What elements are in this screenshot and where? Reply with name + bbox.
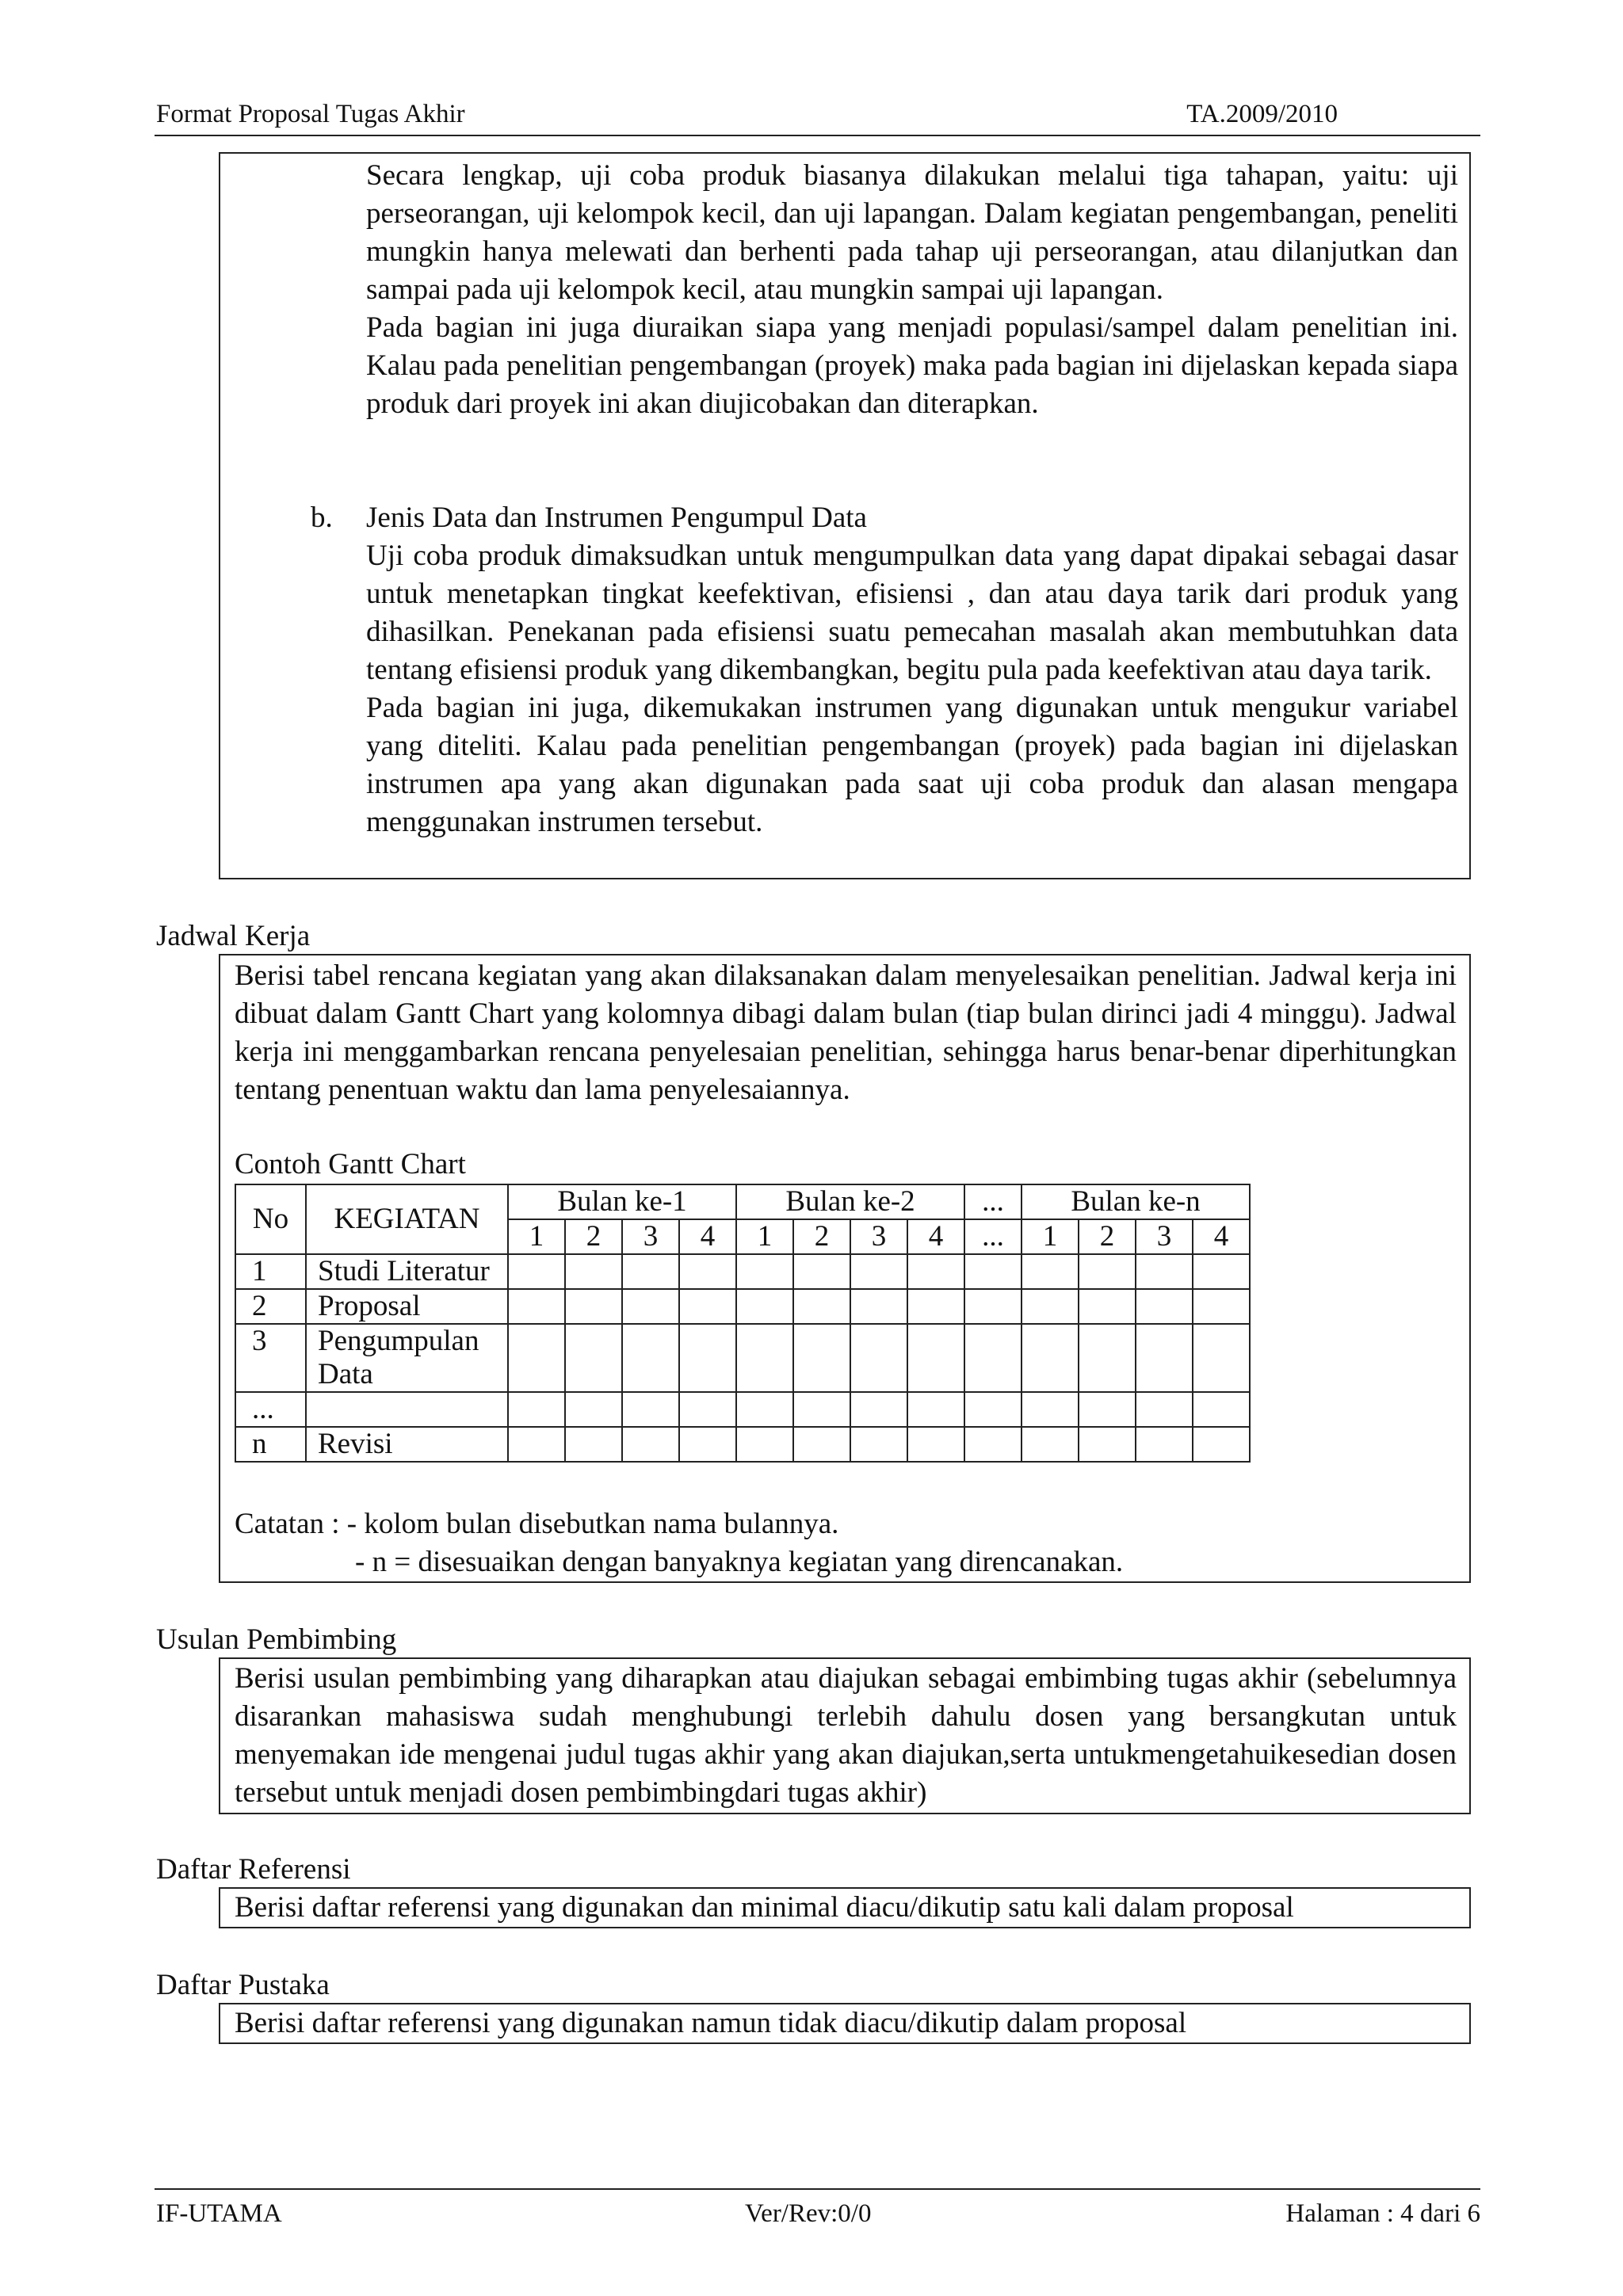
col-kegiatan-header: KEGIATAN [306, 1184, 508, 1254]
row-kegiatan [306, 1392, 508, 1427]
schedule-cell [508, 1254, 565, 1289]
schedule-cell [964, 1324, 1022, 1392]
schedule-cell [793, 1324, 850, 1392]
schedule-cell [508, 1289, 565, 1324]
schedule-cell [679, 1324, 736, 1392]
schedule-cell [907, 1427, 964, 1462]
week-cell: 2 [793, 1219, 850, 1254]
pustaka-text: Berisi daftar referensi yang digunakan namun tidak diacu/dikutip dalam proposal [235, 2007, 1187, 2039]
schedule-cell [1079, 1427, 1136, 1462]
schedule-cell [964, 1427, 1022, 1462]
table-row [235, 1254, 1250, 1289]
schedule-cell [850, 1289, 907, 1324]
schedule-cell [907, 1254, 964, 1289]
schedule-cell [850, 1427, 907, 1462]
schedule-cell [1022, 1427, 1079, 1462]
schedule-cell [679, 1392, 736, 1427]
schedule-cell [736, 1289, 793, 1324]
header-title: Format Proposal Tugas Akhir [156, 100, 465, 128]
schedule-cell [1079, 1289, 1136, 1324]
table-row [235, 1289, 1250, 1324]
schedule-cell [1136, 1324, 1193, 1392]
gantt-caption: Contoh Gantt Chart [235, 1148, 466, 1180]
schedule-cell [1022, 1254, 1079, 1289]
row-kegiatan: Proposal [306, 1289, 508, 1324]
schedule-cell [1079, 1324, 1136, 1392]
schedule-cell [1136, 1392, 1193, 1427]
schedule-cell [1079, 1392, 1136, 1427]
schedule-cell [508, 1427, 565, 1462]
schedule-cell [679, 1254, 736, 1289]
week-cell: 4 [679, 1219, 736, 1254]
schedule-cell [679, 1289, 736, 1324]
schedule-cell [793, 1254, 850, 1289]
usulan-title: Usulan Pembimbing [156, 1623, 397, 1656]
uji-paragraph-1: Secara lengkap, uji coba produk biasanya dilakukan melalui tiga tahapan, yaitu: uji perseorangan, uji kelompok kecil, dan uji lapangan. Dalam kegiatan pengembangan, peneliti mungkin hanya melewati dan berhenti pada tahap uji perseorangan, atau dilanjutkan dan sampai pada uji kelompok kecil, atau mungkin sampai uji lapangan. [366, 159, 1458, 306]
gantt-table [235, 1184, 1251, 1463]
schedule-cell [1193, 1427, 1250, 1462]
footer-left: IF-UTAMA [156, 2199, 282, 2228]
week-cell: 4 [1193, 1219, 1250, 1254]
week-cell: ... [964, 1219, 1022, 1254]
pustaka-title: Daftar Pustaka [156, 1969, 330, 2001]
footer-rule [155, 2188, 1480, 2190]
schedule-cell [736, 1427, 793, 1462]
schedule-cell [964, 1254, 1022, 1289]
table-row [235, 1427, 1250, 1462]
gantt-header-row [235, 1184, 1250, 1219]
item-b-title: Jenis Data dan Instrumen Pengumpul Data [366, 502, 867, 534]
row-no: 2 [235, 1289, 306, 1324]
schedule-cell [508, 1324, 565, 1392]
header-year: TA.2009/2010 [1186, 100, 1338, 128]
row-no: 1 [235, 1254, 306, 1289]
jadwal-title: Jadwal Kerja [156, 920, 311, 952]
uji-paragraph-2: Pada bagian ini juga diuraikan siapa yang menjadi populasi/sampel dalam penelitian ini. Kalau pada penelitian pengembangan (proyek) maka pada bagian ini dijelaskan kepada siapa produk dari proyek ini akan diujicobakan dan diterapkan. [366, 311, 1458, 420]
col-no-header: No [235, 1184, 306, 1254]
week-cell: 1 [736, 1219, 793, 1254]
footer-page-number: Halaman : 4 dari 6 [1285, 2199, 1480, 2228]
schedule-cell [964, 1289, 1022, 1324]
item-b-text [366, 499, 1458, 841]
row-kegiatan: Revisi [306, 1427, 508, 1462]
table-row [235, 1324, 1250, 1392]
item-b-paragraph-1: Uji coba produk dimaksudkan untuk mengumpulkan data yang dapat dipakai sebagai dasar untuk menetapkan tingkat keefektivan, efisiensi , dan atau daya tarik dari produk yang dihasilkan. Penekanan pada efisiensi suatu pemecahan masalah akan membutuhkan data tentang efisiensi produk yang dikembangkan, begitu pula pada keefektivan atau daya tarik. [366, 540, 1458, 686]
schedule-cell [907, 1289, 964, 1324]
bulan-n-header: Bulan ke-n [1022, 1184, 1250, 1219]
header-rule [155, 135, 1480, 136]
uji-coba-text [366, 157, 1458, 423]
footer-version: Ver/Rev:0/0 [745, 2199, 872, 2228]
schedule-cell [907, 1324, 964, 1392]
usulan-text [235, 1660, 1457, 1812]
gantt-body [235, 1254, 1250, 1462]
schedule-cell [850, 1254, 907, 1289]
referensi-text: Berisi daftar referensi yang digunakan dan minimal diacu/dikutip satu kali dalam proposal [235, 1891, 1294, 1924]
week-cell: 1 [1022, 1219, 1079, 1254]
schedule-cell [565, 1324, 622, 1392]
schedule-cell [1022, 1324, 1079, 1392]
schedule-cell [964, 1392, 1022, 1427]
schedule-cell [622, 1392, 679, 1427]
schedule-cell [679, 1427, 736, 1462]
row-kegiatan: Pengumpulan Data [306, 1324, 508, 1392]
schedule-cell [850, 1392, 907, 1427]
week-cell: 2 [1079, 1219, 1136, 1254]
schedule-cell [850, 1324, 907, 1392]
referensi-title: Daftar Referensi [156, 1853, 351, 1886]
schedule-cell [1079, 1254, 1136, 1289]
gantt-note-2: - n = disesuaikan dengan banyaknya kegiatan yang direncanakan. [355, 1546, 1124, 1578]
schedule-cell [565, 1254, 622, 1289]
schedule-cell [1193, 1254, 1250, 1289]
schedule-cell [565, 1392, 622, 1427]
schedule-cell [793, 1392, 850, 1427]
schedule-cell [793, 1427, 850, 1462]
bulan-2-header: Bulan ke-2 [736, 1184, 964, 1219]
jadwal-text [235, 957, 1457, 1109]
jadwal-paragraph: Berisi tabel rencana kegiatan yang akan dilaksanakan dalam menyelesaikan penelitian. Jadwal kerja ini dibuat dalam Gantt Chart yang kolomnya dibagi dalam bulan (tiap bulan dirinci jadi 4 minggu). Jadwal kerja ini menggambarkan rencana penyelesaian penelitian, sehingga harus benar-benar diperhitungkan tentang penentuan waktu dan lama penyelesaiannya. [235, 959, 1457, 1106]
schedule-cell [1136, 1289, 1193, 1324]
row-kegiatan: Studi Literatur [306, 1254, 508, 1289]
row-no: n [235, 1427, 306, 1462]
schedule-cell [622, 1254, 679, 1289]
schedule-cell [508, 1392, 565, 1427]
week-cell: 3 [850, 1219, 907, 1254]
schedule-cell [1193, 1289, 1250, 1324]
schedule-cell [1193, 1324, 1250, 1392]
week-cell: 1 [508, 1219, 565, 1254]
usulan-paragraph: Berisi usulan pembimbing yang diharapkan atau diajukan sebagai embimbing tugas akhir (sebelumnya disarankan mahasiswa sudah menghubungi terlebih dahulu dosen yang bersangkutan untuk menyemakan ide mengenai judul tugas akhir yang akan diajukan,serta untukmengetahuikesedian dosen tersebut untuk menjadi dosen pembimbingdari tugas akhir) [235, 1662, 1457, 1809]
table-row [235, 1392, 1250, 1427]
schedule-cell [907, 1392, 964, 1427]
week-cell: 4 [907, 1219, 964, 1254]
row-no: ... [235, 1392, 306, 1427]
schedule-cell [736, 1392, 793, 1427]
schedule-cell [1136, 1427, 1193, 1462]
schedule-cell [1136, 1254, 1193, 1289]
schedule-cell [1193, 1392, 1250, 1427]
week-cell: 3 [1136, 1219, 1193, 1254]
gantt-note-1: Catatan : - kolom bulan disebutkan nama bulannya. [235, 1508, 839, 1540]
schedule-cell [1022, 1289, 1079, 1324]
bulan-1-header: Bulan ke-1 [508, 1184, 736, 1219]
schedule-cell [736, 1254, 793, 1289]
item-b-paragraph-2: Pada bagian ini juga, dikemukakan instrumen yang digunakan untuk mengukur variabel yang diteliti. Kalau pada penelitian pengembangan (proyek) pada bagian ini dijelaskan instrumen apa yang akan digunakan pada saat uji coba produk dan alasan mengapa menggunakan instrumen tersebut. [366, 692, 1458, 838]
schedule-cell [622, 1427, 679, 1462]
week-cell: 2 [565, 1219, 622, 1254]
item-b-marker: b. [311, 502, 333, 534]
schedule-cell [793, 1289, 850, 1324]
week-cell: 3 [622, 1219, 679, 1254]
schedule-cell [622, 1324, 679, 1392]
schedule-cell [565, 1289, 622, 1324]
schedule-cell [736, 1324, 793, 1392]
schedule-cell [1022, 1392, 1079, 1427]
schedule-cell [565, 1427, 622, 1462]
bulan-dots-header: ... [964, 1184, 1022, 1219]
schedule-cell [622, 1289, 679, 1324]
row-no: 3 [235, 1324, 306, 1392]
